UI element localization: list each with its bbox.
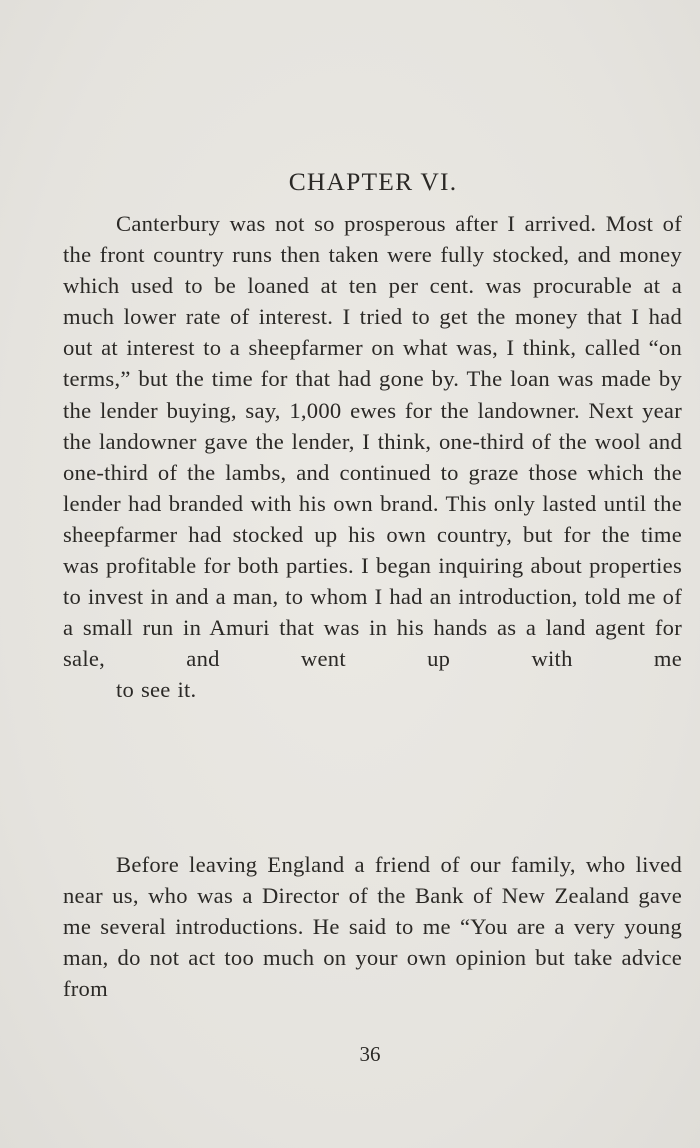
paragraph-2	[63, 849, 682, 1004]
paragraph-1-text: Canterbury was not so prosperous after I arrived. Most of the front country runs then taken were fully stocked, and money which used to be loaned at ten per cent. was procurable at a much lower rate of interest. I tried to get the money that I had out at interest to a sheepfarmer on what was, I think, called “on terms,” but the time for that had gone by. The loan was made by the lender buying, say, 1,000 ewes for the landowner. Next year the landowner gave the lender, I think, one-third of the wool and one-third of the lambs, and continued to graze those which the lender had branded with his own brand. This only lasted until the sheepfarmer had stocked up his own country, but for the time was profitable for both parties. I began inquiring about properties to invest in and a man, to whom I had an introduction, told me of a small run in Amuri that was in his hands as a land agent for sale, and went up with me	[63, 211, 682, 672]
paragraph-1-last-line: to see it.	[116, 677, 197, 703]
paragraph-1	[63, 208, 682, 706]
paragraph-2-text: Before leaving England a friend of our family, who lived near us, who was a Director of the Bank of New Zealand gave me several introductions. He said to me “You are a very young man, do not act too much on your own opinion but take advice from	[63, 852, 682, 1002]
chapter-title: CHAPTER VI.	[288, 167, 458, 196]
page-number: 36	[359, 1042, 381, 1066]
